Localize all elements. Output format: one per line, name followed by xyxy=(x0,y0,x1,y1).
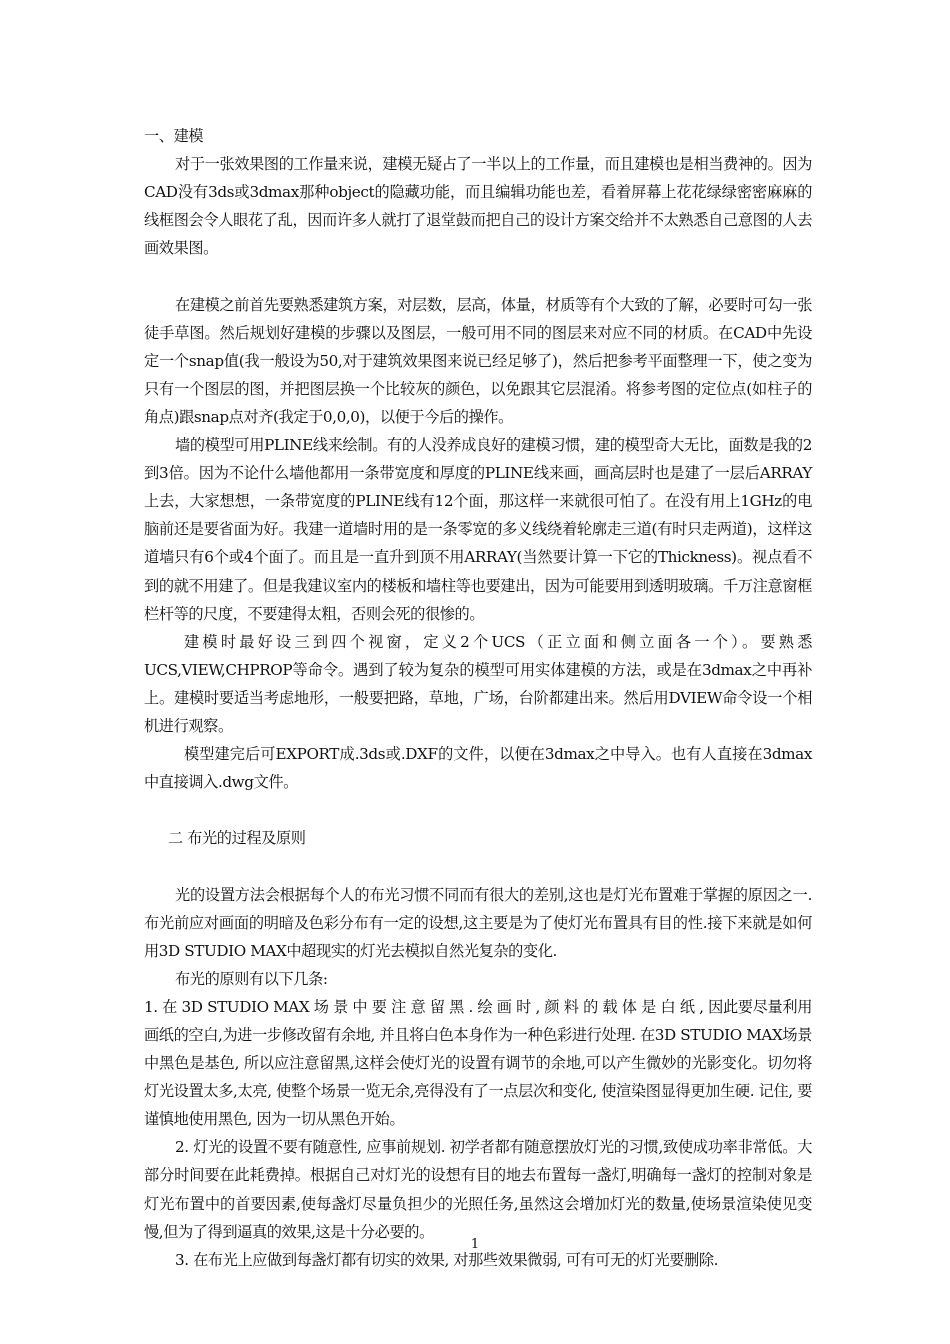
paragraph-spacer xyxy=(144,796,812,824)
section-heading-modeling: 一、建模 xyxy=(144,127,204,145)
paragraph: 在建模之前首先要熟悉建筑方案，对层数，层高，体量，材质等有个大致的了解，必要时可勾一张徒手草图。然后规划好建模的步骤以及图层，一般可用不同的图层来对应不同的材质。在CAD中先设定一个snap值(我一般设为50,对于建筑效果图来说已经足够了)，然后把参考平面整理一下，使之变为只有一个图层的图，并把图层换一个比较灰的颜色，以免跟其它层混淆。将参考图的定位点(如柱子的角点)跟snap点对齐(我定于0,0,0)，以便于今后的操作。 xyxy=(144,295,812,426)
section-heading-lighting: 二 布光的过程及原则 xyxy=(168,829,306,848)
paragraph: 对于一张效果图的工作量来说，建模无疑占了一半以上的工作量，而且建模也是相当费神的。因为CAD没有3ds或3dmax那种object的隐藏功能，而且编辑功能也差，看着屏幕上花花绿绿密密麻麻的线框图会令人眼花了乱，因而许多人就打了退堂鼓而把自己的设计方案交给并不太熟悉自己意图的人去画效果图。 xyxy=(144,155,812,258)
list-item: 2. 灯光的设置不要有随意性, 应事前规划. 初学者都有随意摆放灯光的习惯,致使成功率非常低。大部分时间要在此耗费掉。根据自己对灯光的设想有目的地去布置每一盏灯,明确每一盏灯的控制对象是灯光布置中的首要因素,使每盏灯尽量负担少的光照任务,虽然这会增加灯光的数量,使场景渲染使见变慢,但为了得到逼真的效果,这是十分必要的。 xyxy=(144,1138,812,1241)
paragraph: 光的设置方法会根据每个人的布光习惯不同而有很大的差别,这也是灯光布置难于掌握的原因之一.布光前应对画面的明暗及色彩分布有一定的设想,这主要是为了使灯光布置具有目的性.接下来就是如何用3D STUDIO MAX中超现实的灯光去模拟自然光复杂的变化. xyxy=(144,885,812,960)
paragraph: 墙的模型可用PLINE线来绘制。有的人没养成良好的建模习惯，建的模型奇大无比，面数是我的2到3倍。因为不论什么墙他都用一条带宽度和厚度的PLINE线来画，画高层时也是建了一层后ARRAY上去，大家想想，一条带宽度的PLINE线有12个面，那这样一来就很可怕了。在没有用上1GHz的电脑前还是要省面为好。我建一道墙时用的是一条零宽的多义线绕着轮廓走三道(有时只走两道)，这样这道墙只有6个或4个面了。而且是一直升到顶不用ARRAY(当然要计算一下它的Thickness)。视点看不到的就不用建了。但是我建议室内的楼板和墙柱等也要建出，因为可能要用到透明玻璃。千万注意窗框栏杆等的尺度，不要建得太粗，否则会死的很惨的。 xyxy=(144,436,812,623)
paragraph: 布光的原则有以下几条: xyxy=(175,969,328,988)
list-item: 3. 在布光上应做到每盏灯都有切实的效果, 对那些效果微弱, 可有可无的灯光要删除. xyxy=(175,1250,719,1269)
paragraph-spacer xyxy=(144,852,812,880)
paragraph-spacer xyxy=(144,262,812,290)
paragraph: 模型建完后可EXPORT成.3ds或.DXF的文件，以便在3dmax之中导入。也有人直接在3dmax中直接调入.dwg文件。 xyxy=(144,745,812,792)
list-item: 1. 在 3D STUDIO MAX 场 景 中 要 注 意 留 黑 . 绘 画 时 , 颜 料 的 载 体 是 白 纸 , 因此要尽量利用画纸的空白,为进一步修改留有余地, 并且将白色本身作为一种色彩进行处理. 在3D STUDIO MAX场景中黑色是基色, 所以应注意留黑,这样会使灯光的设置有调节的余地,可以产生微妙的光影变化。切勿将灯光设置太多,太亮, 使整个场景一览无余,亮得没有了一点层次和变化, 使渲染图显得更加生硬. 记住, 要谨慎地使用黑色, 因为一切从黑色开始。 xyxy=(144,997,812,1129)
paragraph: 建模时最好设三到四个视窗，定义2个UCS（正立面和侧立面各一个）。要熟悉UCS,VIEW,CHPROP等命令。遇到了较为复杂的模型可用实体建模的方法，或是在3dmax之中再补上。建模时要适当考虑地形，一般要把路，草地，广场，台阶都建出来。然后用DVIEW命令设一个相机进行观察。 xyxy=(144,632,812,735)
page-number: 1 xyxy=(470,1237,480,1252)
document-body xyxy=(144,122,812,1274)
